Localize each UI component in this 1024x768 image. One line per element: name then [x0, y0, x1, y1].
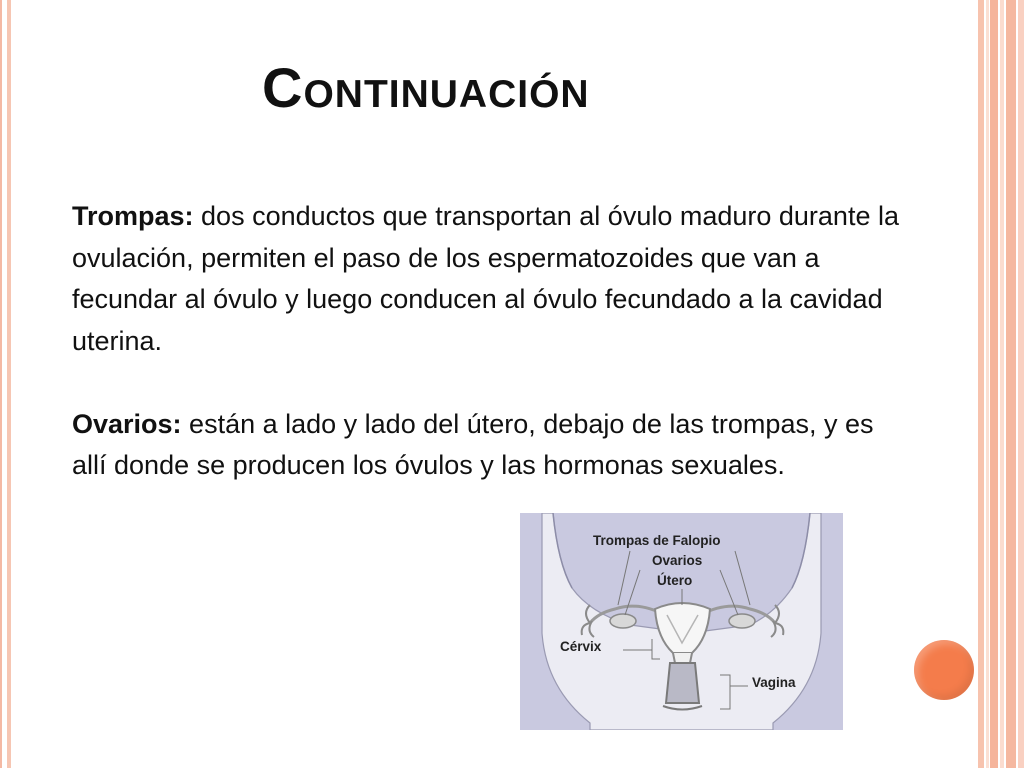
left-border-rule: [0, 0, 2, 768]
right-border-stripe: [1000, 0, 1004, 768]
term-ovarios: Ovarios:: [72, 408, 182, 439]
left-border-rule-inner: [7, 0, 11, 768]
slide-body: [72, 196, 912, 528]
vagina-shape: [666, 663, 699, 703]
definition-trompas: dos conductos que transportan al óvulo maduro durante la ovulación, permiten el paso de los espermatozoides que van a fecundar al óvulo y luego conducen al óvulo fecundado a la cavidad uterina.: [72, 201, 899, 356]
term-trompas: Trompas:: [72, 201, 194, 231]
ovary-right: [729, 614, 755, 628]
paragraph-ovarios: [72, 404, 912, 487]
label-uterus: Útero: [657, 573, 693, 588]
label-ovaries: Ovarios: [652, 553, 703, 568]
accent-circle: [914, 640, 974, 700]
label-fallopian-tubes: Trompas de Falopio: [593, 533, 721, 548]
ovary-left: [610, 614, 636, 628]
right-border-stripe: [986, 0, 989, 768]
right-border-stripe: [1018, 0, 1024, 768]
right-border-stripe: [978, 0, 984, 768]
reproductive-anatomy-figure: [520, 513, 843, 730]
cervix-shape: [673, 653, 692, 663]
label-vagina: Vagina: [752, 675, 796, 690]
right-border-stripe: [990, 0, 998, 768]
definition-ovarios: están a lado y lado del útero, debajo de las trompas, y es allí donde se producen los óvulos y las hormonas sexuales.: [72, 408, 874, 480]
label-cervix: Cérvix: [560, 639, 602, 654]
paragraph-trompas: [72, 196, 912, 362]
right-border-stripe: [1006, 0, 1016, 768]
slide-title: Continuación: [262, 56, 590, 119]
